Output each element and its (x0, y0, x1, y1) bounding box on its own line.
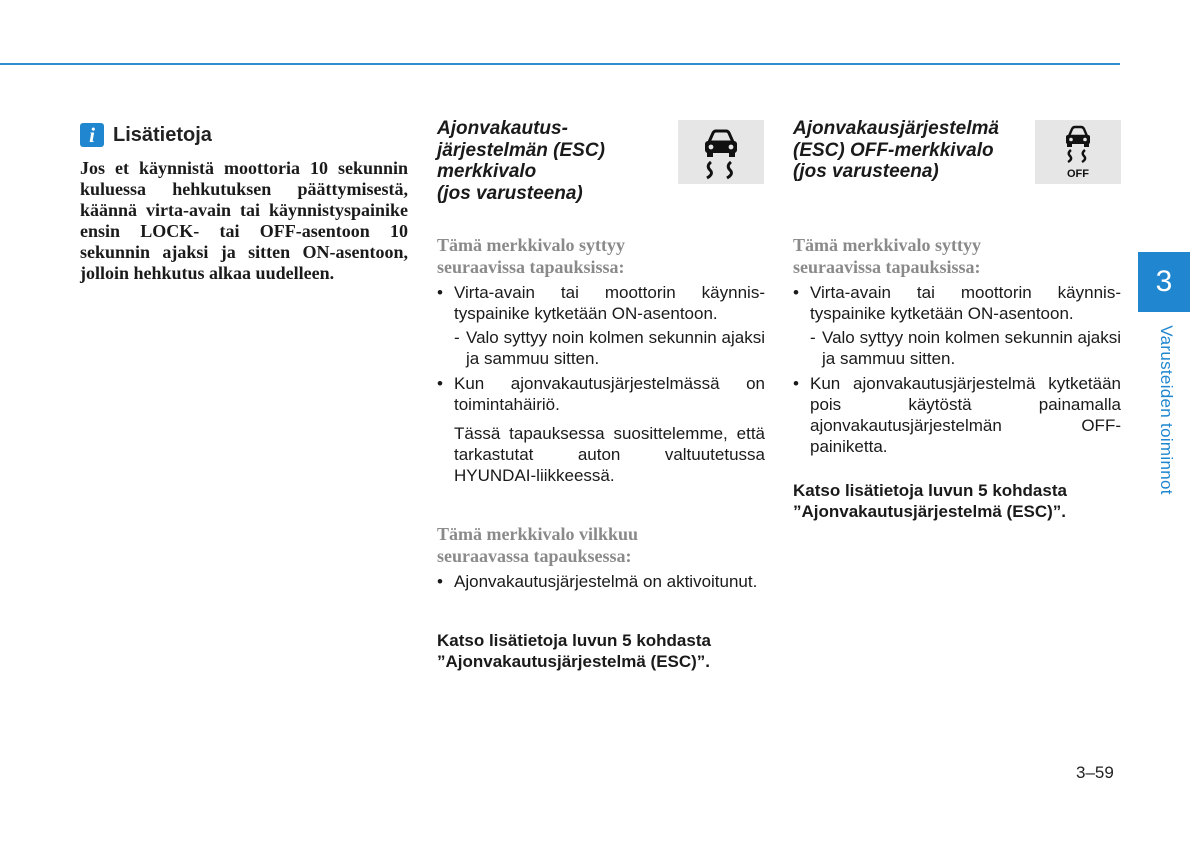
list-item: • Ajonvakautusjärjestelmä on aktivoitunut. (437, 571, 765, 592)
note-line: Katso lisätietoja luvun 5 kohdasta (437, 631, 711, 650)
list-item: • Kun ajonvakautusjärjestelmä kytketään pois käytöstä painamalla ajonvakautusjärjestelmän OFF-painiketta. (793, 373, 1121, 457)
info-icon: i (80, 123, 104, 147)
list-paragraph: Tässä tapauksessa suosittelemme, että tarkastutat auton valtuutetussa HYUNDAI-liikkeessä. (454, 424, 765, 485)
esc-blink-heading: Tämä merkkivalo vilkkuu seuraavassa tapauksessa: (437, 524, 639, 566)
page-number: 3–59 (1076, 763, 1114, 782)
info-body: Jos et käynnistä moottoria 10 sekunnin kuluessa hehkutuksen päättymisestä, käännä virta-avain tai käynnistyspainike ensin LOCK- tai OFF-asentoon 10 sekunnin ajaksi ja sitten ON-asentoon, jolloin hehkutus alkaa uudelleen. (80, 158, 408, 283)
info-section (80, 120, 408, 284)
esc-on-list (437, 282, 765, 486)
esc-note (437, 630, 765, 672)
note-line: Katso lisätietoja luvun 5 kohdasta (793, 481, 1067, 500)
esc-title: Ajonvakautus- järjestelmän (ESC) merkkivalo (jos varusteena) (437, 118, 605, 204)
note-line: ”Ajonvakautusjärjestelmä (ESC)”. (793, 502, 1067, 521)
info-header (80, 120, 408, 150)
esc-blink-list (437, 571, 765, 592)
esc-on-section (437, 234, 765, 486)
list-sub-item: - Valo syttyy noin kolmen sekunnin ajaksi ja sammuu sitten. (793, 327, 1121, 369)
list-item: • Virta-avain tai moottorin käynnistyspainike kytketään ON-asentoon. (793, 282, 1121, 324)
off-label: OFF (1067, 168, 1089, 180)
esc-warning-icon (678, 120, 764, 184)
esc-off-on-heading: Tämä merkkivalo syttyy seuraavissa tapauksissa: (793, 235, 981, 277)
note-line: ”Ajonvakautusjärjestelmä (ESC)”. (437, 652, 711, 671)
esc-off-on-section (793, 234, 1121, 457)
esc-off-on-list (793, 282, 1121, 457)
chapter-tab: 3 (1138, 252, 1190, 312)
esc-on-heading: Tämä merkkivalo syttyy seuraavissa tapauksissa: (437, 235, 625, 277)
esc-off-note (793, 480, 1121, 522)
list-sub-item: - Valo syttyy noin kolmen sekunnin ajaksi ja sammuu sitten. (437, 327, 765, 369)
top-rule (0, 63, 1120, 65)
list-item: • Virta-avain tai moottorin käynnistyspainike kytketään ON-asentoon. (437, 282, 765, 324)
list-item: • Kun ajonvakautusjärjestelmässä on toimintahäiriö. (437, 373, 765, 415)
esc-off-title: Ajonvakausjärjestelmä (ESC) OFF-merkkivalo (jos varusteena) (793, 118, 999, 182)
esc-off-icon (1035, 120, 1121, 184)
info-title: Lisätietoja (113, 123, 212, 146)
esc-blink-section (437, 523, 765, 592)
chapter-title: Varusteiden toiminnot (1157, 325, 1176, 495)
